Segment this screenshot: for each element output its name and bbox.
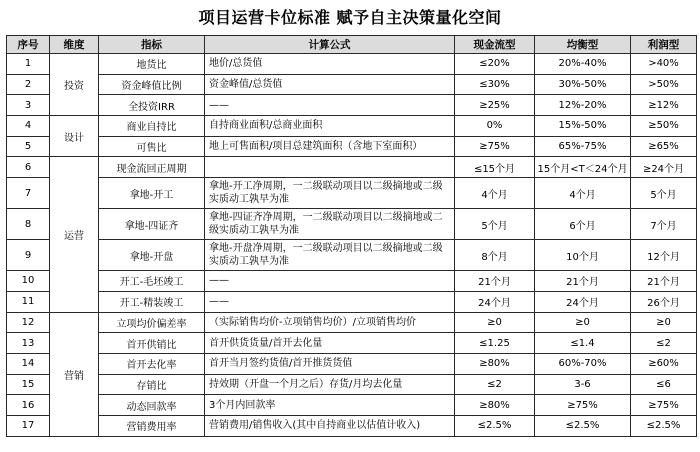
- indicator-cell: 开工-精装竣工: [99, 291, 205, 312]
- indicator-cell: 营销费用率: [99, 415, 205, 436]
- profit-value: >50%: [631, 74, 697, 95]
- profit-value: ≤2.5%: [631, 415, 697, 436]
- formula-cell: ——: [205, 271, 455, 292]
- profit-value: 7个月: [631, 209, 697, 240]
- profit-value: ≥75%: [631, 395, 697, 416]
- cash-flow-value: ≥75%: [455, 136, 535, 157]
- table-row: [7, 116, 697, 137]
- row-no: 3: [7, 95, 50, 116]
- balanced-value: 4个月: [535, 178, 631, 209]
- row-no: 5: [7, 136, 50, 157]
- standards-table: [6, 35, 697, 437]
- row-no: 2: [7, 74, 50, 95]
- balanced-value: 65%-75%: [535, 136, 631, 157]
- row-no: 6: [7, 157, 50, 178]
- table-row: [7, 333, 697, 354]
- indicator-cell: 商业自持比: [99, 116, 205, 137]
- col-header-cash-flow-type: 现金流型: [455, 36, 535, 54]
- table-row: [7, 54, 697, 75]
- col-header-profit-type: 利润型: [631, 36, 697, 54]
- table-row: [7, 291, 697, 312]
- profit-value: 12个月: [631, 240, 697, 271]
- profit-value: ≥65%: [631, 136, 697, 157]
- row-no: 4: [7, 116, 50, 137]
- formula-cell: 首开供货货量/首开去化量: [205, 333, 455, 354]
- formula-cell: 营销费用/销售收入(其中自持商业以估值计收入): [205, 415, 455, 436]
- col-header-indicator: 指标: [99, 36, 205, 54]
- profit-value: 21个月: [631, 271, 697, 292]
- row-no: 15: [7, 374, 50, 395]
- table-row: [7, 240, 697, 271]
- formula-cell: 拿地-四证齐净周期，一二级联动项目以二级摘地或二级实质动工孰早为准: [205, 209, 455, 240]
- balanced-value: 20%-40%: [535, 54, 631, 75]
- cash-flow-value: ≥25%: [455, 95, 535, 116]
- balanced-value: 6个月: [535, 209, 631, 240]
- dimension-cell: 运营: [50, 157, 99, 312]
- balanced-value: 24个月: [535, 291, 631, 312]
- profit-value: ≤2: [631, 333, 697, 354]
- indicator-cell: 地货比: [99, 54, 205, 75]
- indicator-cell: 存销比: [99, 374, 205, 395]
- cash-flow-value: ≤30%: [455, 74, 535, 95]
- formula-cell: 拿地-开工净周期，一二级联动项目以二级摘地或二级实质动工孰早为准: [205, 178, 455, 209]
- cash-flow-value: 21个月: [455, 271, 535, 292]
- page-title: 项目运营卡位标准 赋予自主决策量化空间: [198, 8, 502, 27]
- indicator-cell: 资金峰值比例: [99, 74, 205, 95]
- cash-flow-value: ≤15个月: [455, 157, 535, 178]
- table-row: [7, 271, 697, 292]
- indicator-cell: 可售比: [99, 136, 205, 157]
- col-header-formula: 计算公式: [205, 36, 455, 54]
- balanced-value: 60%-70%: [535, 353, 631, 374]
- formula-cell: [205, 157, 455, 178]
- table-row: [7, 136, 697, 157]
- profit-value: 26个月: [631, 291, 697, 312]
- cash-flow-value: ≤1.25: [455, 333, 535, 354]
- indicator-cell: 拿地-四证齐: [99, 209, 205, 240]
- balanced-value: 15%-50%: [535, 116, 631, 137]
- balanced-value: 3-6: [535, 374, 631, 395]
- row-no: 8: [7, 209, 50, 240]
- row-no: 9: [7, 240, 50, 271]
- profit-value: ≥24个月: [631, 157, 697, 178]
- formula-cell: 3个月内回款率: [205, 395, 455, 416]
- row-no: 16: [7, 395, 50, 416]
- table-row: [7, 415, 697, 436]
- table-row: [7, 395, 697, 416]
- formula-cell: 自持商业面积/总商业面积: [205, 116, 455, 137]
- table-row: [7, 178, 697, 209]
- indicator-cell: 动态回款率: [99, 395, 205, 416]
- table-row: [7, 374, 697, 395]
- cash-flow-value: 0%: [455, 116, 535, 137]
- row-no: 1: [7, 54, 50, 75]
- cash-flow-value: 5个月: [455, 209, 535, 240]
- profit-value: ≥60%: [631, 353, 697, 374]
- table-row: [7, 209, 697, 240]
- balanced-value: 30%-50%: [535, 74, 631, 95]
- indicator-cell: 全投资IRR: [99, 95, 205, 116]
- indicator-cell: 首开去化率: [99, 353, 205, 374]
- cash-flow-value: 24个月: [455, 291, 535, 312]
- row-no: 13: [7, 333, 50, 354]
- dimension-cell: 设计: [50, 116, 99, 157]
- formula-cell: 首开当月签约货值/首开推货货值: [205, 353, 455, 374]
- formula-cell: 持效期（开盘一个月之后）存货/月均去化量: [205, 374, 455, 395]
- col-header-dimension: 维度: [50, 36, 99, 54]
- cash-flow-value: ≤2.5%: [455, 415, 535, 436]
- balanced-value: ≥0: [535, 312, 631, 333]
- formula-cell: 地上可售面积/项目总建筑面积（含地下室面积）: [205, 136, 455, 157]
- header-row: [7, 36, 697, 54]
- balanced-value: 12%-20%: [535, 95, 631, 116]
- row-no: 7: [7, 178, 50, 209]
- profit-value: ≥50%: [631, 116, 697, 137]
- indicator-cell: 拿地-开工: [99, 178, 205, 209]
- indicator-cell: 首开供销比: [99, 333, 205, 354]
- balanced-value: ≤1.4: [535, 333, 631, 354]
- col-header-balanced-type: 均衡型: [535, 36, 631, 54]
- formula-cell: 资金峰值/总货值: [205, 74, 455, 95]
- cash-flow-value: ≤2: [455, 374, 535, 395]
- dimension-cell: 投资: [50, 54, 99, 116]
- cash-flow-value: ≥80%: [455, 353, 535, 374]
- formula-cell: （实际销售均价-立项销售均价）/立项销售均价: [205, 312, 455, 333]
- formula-cell: ——: [205, 291, 455, 312]
- row-no: 11: [7, 291, 50, 312]
- table-row: [7, 312, 697, 333]
- table-row: [7, 95, 697, 116]
- balanced-value: 10个月: [535, 240, 631, 271]
- cash-flow-value: 8个月: [455, 240, 535, 271]
- row-no: 17: [7, 415, 50, 436]
- indicator-cell: 立项均价偏差率: [99, 312, 205, 333]
- balanced-value: ≤2.5%: [535, 415, 631, 436]
- table-row: [7, 353, 697, 374]
- cash-flow-value: 4个月: [455, 178, 535, 209]
- row-no: 14: [7, 353, 50, 374]
- table-row: [7, 157, 697, 178]
- cash-flow-value: ≥80%: [455, 395, 535, 416]
- row-no: 10: [7, 271, 50, 292]
- row-no: 12: [7, 312, 50, 333]
- formula-cell: 拿地-开盘净周期，一二级联动项目以二级摘地或二级实质动工孰早为准: [205, 240, 455, 271]
- cash-flow-value: ≤20%: [455, 54, 535, 75]
- col-header-no: 序号: [7, 36, 50, 54]
- profit-value: 5个月: [631, 178, 697, 209]
- formula-cell: ——: [205, 95, 455, 116]
- balanced-value: ≥75%: [535, 395, 631, 416]
- indicator-cell: 开工-毛坯竣工: [99, 271, 205, 292]
- indicator-cell: 拿地-开盘: [99, 240, 205, 271]
- profit-value: >40%: [631, 54, 697, 75]
- balanced-value: 15个月<T＜24个月: [535, 157, 631, 178]
- indicator-cell: 现金流回正周期: [99, 157, 205, 178]
- formula-cell: 地价/总货值: [205, 54, 455, 75]
- balanced-value: 21个月: [535, 271, 631, 292]
- dimension-cell: 营销: [50, 312, 99, 436]
- profit-value: ≥0: [631, 312, 697, 333]
- profit-value: ≤6: [631, 374, 697, 395]
- cash-flow-value: ≥0: [455, 312, 535, 333]
- table-row: [7, 74, 697, 95]
- profit-value: ≥12%: [631, 95, 697, 116]
